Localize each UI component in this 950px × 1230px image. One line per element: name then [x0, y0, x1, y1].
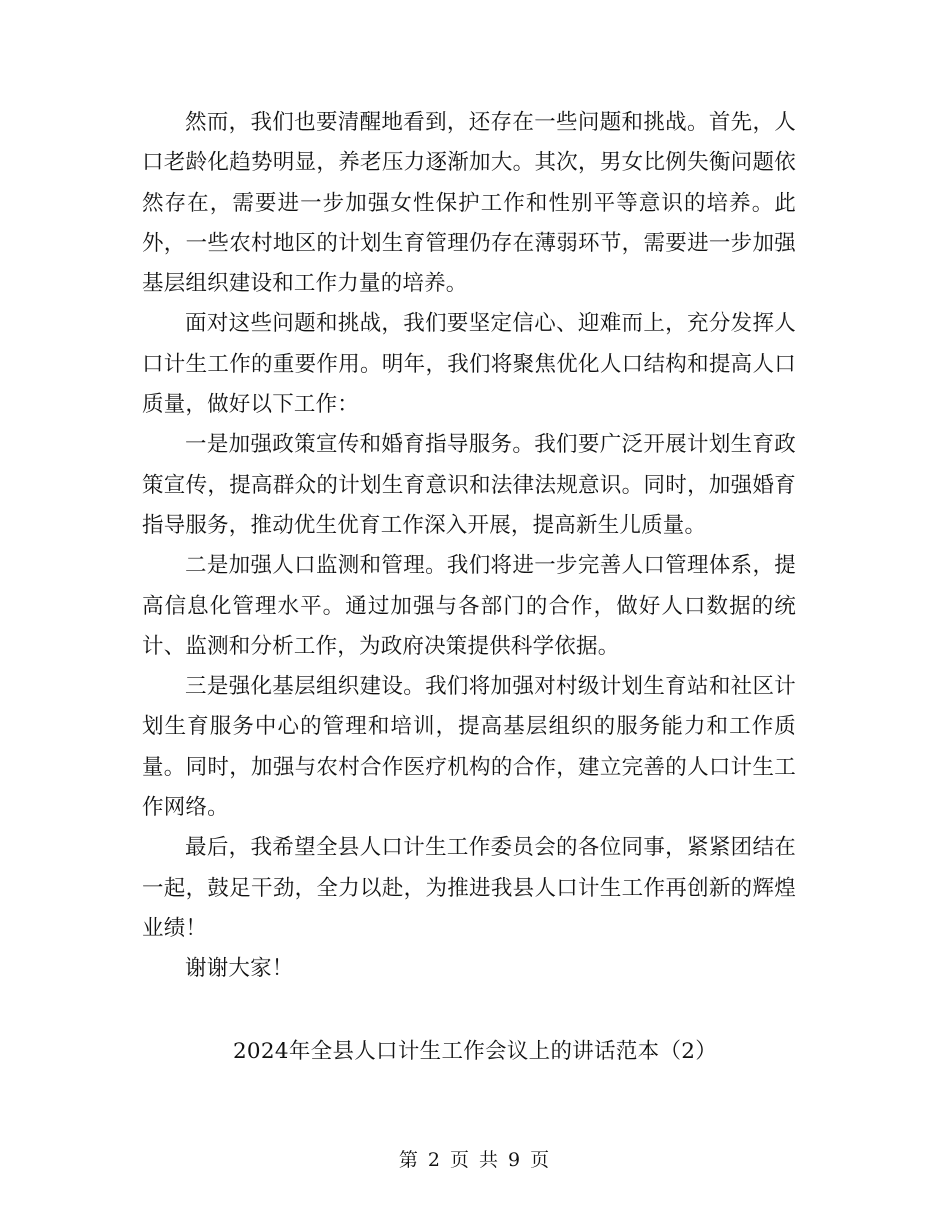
paragraph-task-one: 一是加强政策宣传和婚育指导服务。我们要广泛开展计划生育政策宣传，提高群众的计划生育意识和法律法规意识。同时，加强婚育指导服务，推动优生优育工作深入开展，提高新生儿质量。 — [142, 432, 796, 538]
paragraph-closing: 最后，我希望全县人口计生工作委员会的各位同事，紧紧团结在一起，鼓足干劲，全力以赴，为推进我县人口计生工作再创新的辉煌业绩！ — [142, 835, 796, 941]
page-number-footer: 第 2 页 共 9 页 — [398, 1149, 552, 1171]
paragraph-task-two: 二是加强人口监测和管理。我们将进一步完善人口管理体系，提高信息化管理水平。通过加强与各部门的合作，做好人口数据的统计、监测和分析工作，为政府决策提供科学依据。 — [142, 553, 796, 659]
paragraph-response: 面对这些问题和挑战，我们要坚定信心、迎难而上，充分发挥人口计生工作的重要作用。明年，我们将聚焦优化人口结构和提高人口质量，做好以下工作： — [142, 311, 796, 418]
next-section-title: 2024年全县人口计生工作会议上的讲话范本（2） — [232, 1039, 718, 1064]
body-text — [142, 103, 796, 990]
paragraph-problems: 然而，我们也要清醒地看到，还存在一些问题和挑战。首先，人口老龄化趋势明显，养老压力逐渐加大。其次，男女比例失衡问题依然存在，需要进一步加强女性保护工作和性别平等意识的培养。此外，一些农村地区的计划生育管理仍存在薄弱环节，需要进一步加强基层组织建设和工作力量的培养。 — [142, 110, 796, 297]
paragraph-thanks: 谢谢大家！ — [185, 956, 294, 982]
paragraph-task-three: 三是强化基层组织建设。我们将加强对村级计划生育站和社区计划生育服务中心的管理和培训，提高基层组织的服务能力和工作质量。同时，加强与农村合作医疗机构的合作，建立完善的人口计生工作网络。 — [142, 674, 796, 821]
